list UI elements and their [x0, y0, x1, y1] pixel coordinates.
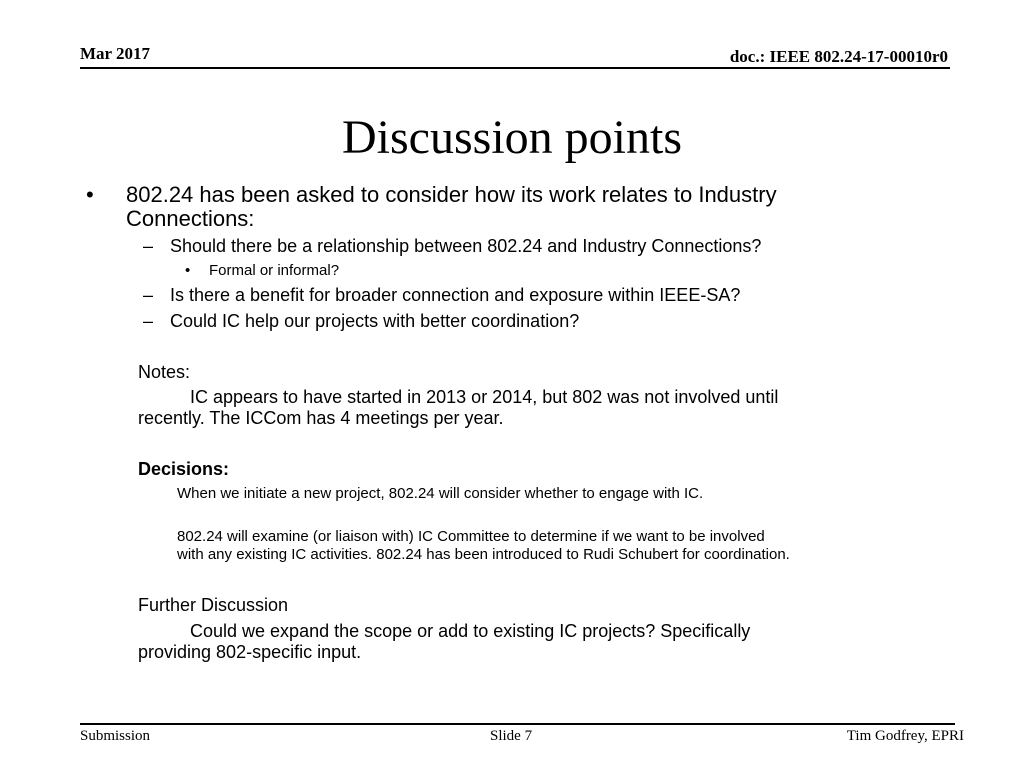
footer-submission: Submission [80, 728, 151, 744]
bullet-main-line2: Connections: [126, 206, 255, 231]
decision-2-line1: 802.24 will examine (or liaison with) IC Committee to determine if we want to be involved [177, 528, 765, 545]
sub-bullet-dash: – [143, 236, 154, 256]
sub-sub-bullet-marker: • [185, 262, 191, 279]
sub-sub-bullet-1: Formal or informal? [209, 262, 340, 279]
header-divider [80, 67, 950, 69]
bullet-marker: • [86, 182, 94, 207]
decisions-heading: Decisions: [138, 459, 230, 479]
sub-bullet-2: Is there a benefit for broader connection and exposure within IEEE-SA? [170, 285, 741, 305]
bullet-main-line1: 802.24 has been asked to consider how its work relates to Industry [126, 182, 777, 207]
sub-bullet-dash: – [143, 285, 154, 305]
header-doc-id: doc.: IEEE 802.24-17-00010r0 [729, 47, 948, 66]
slide-title: Discussion points [341, 111, 683, 164]
notes-heading: Notes: [138, 362, 191, 382]
further-discussion-line2: providing 802-specific input. [138, 642, 362, 662]
header-date: Mar 2017 [80, 44, 151, 63]
footer-slide-number: Slide 7 [490, 728, 533, 744]
further-discussion-line1: Could we expand the scope or add to existing IC projects? Specifically [190, 621, 751, 641]
sub-bullet-1: Should there be a relationship between 802.24 and Industry Connections? [170, 236, 762, 256]
decision-1: When we initiate a new project, 802.24 will consider whether to engage with IC. [177, 485, 704, 502]
notes-line2: recently. The ICCom has 4 meetings per year. [138, 408, 504, 428]
footer-author: Tim Godfrey, EPRI [846, 728, 964, 744]
sub-bullet-3: Could IC help our projects with better coordination? [170, 311, 580, 331]
further-discussion-heading: Further Discussion [138, 595, 289, 615]
footer-divider [80, 723, 955, 725]
notes-line1: IC appears to have started in 2013 or 2014, but 802 was not involved until [190, 387, 779, 407]
sub-bullet-dash: – [143, 311, 154, 331]
decision-2-line2: with any existing IC activities. 802.24 has been introduced to Rudi Schubert for coordination. [177, 546, 790, 563]
